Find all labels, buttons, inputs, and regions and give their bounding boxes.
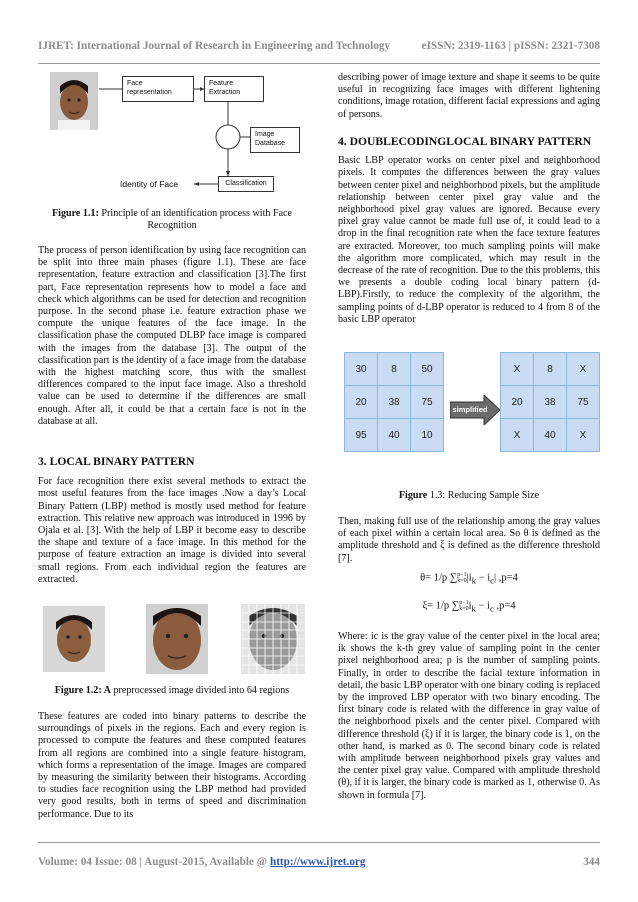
section-4-heading: 4. DOUBLECODINGLOCAL BINARY PATTERN xyxy=(338,135,592,148)
flow-arrows xyxy=(38,72,306,200)
body-paragraph-2: These features are coded into binary patterns to describe the surroundings of pixels in the regions. Each and every region is processed to compute the features and these computed features from all regions are combined into a single feature histogram, which forms a representation of the image. Images are compared by measuring the similarity between their histograms. According to studies face recognition using the LBP method had provided very good results, both in terms of speed and discrimination performance. Due to its xyxy=(38,711,306,820)
running-footer xyxy=(38,856,600,868)
equation-xi: ξ= 1/p ∑p−1 $k=0i_k - i_c$ ,p=4 xyxy=(422,600,516,614)
issn: eISSN: 2319-1163 | pISSN: 2321-7308 xyxy=(421,40,600,52)
simplified-grid: X 8 X 20 38 75 X 40 X xyxy=(500,352,600,452)
identity-of-face-label: Identity of Face xyxy=(120,179,179,189)
figure-1-1-caption: Figure 1.1: Principle of an identification process with Face Recognition xyxy=(51,208,293,232)
section-3-heading: 3. LOCAL BINARY PATTERN xyxy=(38,455,195,468)
figure-1-3-caption: Figure 1.3: Reducing Sample Size xyxy=(398,490,540,501)
face-image-small xyxy=(43,606,105,672)
simplified-label: simplified xyxy=(452,405,488,414)
section-3-paragraph: For face recognition there exist several methods to extract the most useful features from the face images .Now a day’s Local Binary Pattern (LBP) method is mostly used method for feature extraction. This relative new approach was introduced in 1996 by Ojala et al. [3]. With the help of LBP it become easy to describe the shape and texture of a face image. In this method for the purpose of feature extraction an image is divided into several small regions. From each individual region the features are extracted. xyxy=(38,476,306,585)
footer-rule xyxy=(38,842,600,843)
section-4 xyxy=(338,136,600,326)
image-database-box: Image Database xyxy=(250,127,300,153)
volume-info: Volume: 04 Issue: 08 | August-2015, Available @ http://www.ijret.org xyxy=(38,856,366,868)
section-4-paragraph: Basic LBP operator works on center pixel and neighborhood pixels. It computes the differences between the gray values between center pixel and neighborhood pixels, but the amplitude relationship between center pixel gray value and the neighborhood pixel gray values are ignored. Because every pixel gray value cannot be made full use of, it could lead to a drop in the final recognition rate when the face texture features are extracted. Moreover, too much sampling points will make the algorithm more complicated, which may result in the decrease of the rate of recognition. Due to the this problems, this we presents a double coding local binary pattern (d-LBP).Firstly, to reduce the complexity of the algorithm, the sampling points of d-LBP operator is reduced to 4 from 8 of the basic LBP operator xyxy=(338,155,600,325)
face-image-cropped xyxy=(146,604,208,674)
feature-extraction-box: Feature Extraction xyxy=(204,76,264,102)
figure-1-2-caption: Figure 1.2: A preprocessed image divided into 64 regions xyxy=(54,685,290,696)
journal-link[interactable]: http://www.ijret.org xyxy=(269,856,366,868)
header-rule xyxy=(38,63,600,64)
comparison-node xyxy=(216,125,240,149)
body-paragraph-5: Where: ic is the gray value of the center pixel in the local area; ik shows the k-th grey value of sampling point in the center pixel neighborhood area; p is the number of sampling points. Finally, in order to describe the facial texture information in detail, the basic LBP operator with one binary coding is replaced by the improved LBP operator with two binary encoding. The first binary code is related with the difference in gray value of the neighborhood pixels and the center pixel. Compared with difference threshold (ξ) if it is larger, the binary code is 1, on the other hand, is marked as 0. The second binary code is related with amplitude between neighborhood pixels gray values and the center pixel gray value. Compared with amplitude threshold (θ), if it is larger, the binary code is marked as 1, otherwise 0. As shown in formula [7]. xyxy=(338,631,600,801)
running-header xyxy=(38,40,600,52)
figure-1-3 xyxy=(338,350,600,478)
body-paragraph-3: describing power of image texture and shape it seems to be quite useful in recognizing face images with different lightening conditions, image rotation, different facial expressions and aging of persons. xyxy=(338,72,600,120)
section-3 xyxy=(38,456,306,586)
original-grid: 30 8 50 20 38 75 95 40 10 xyxy=(344,352,444,452)
body-paragraph-4: Then, making full use of the relationship among the gray values of each pixel within a certain local area. So θ is defined as the amplitude threshold and ξ is defined as the difference threshold [7]. xyxy=(338,516,600,564)
figure-1-1 xyxy=(38,72,306,200)
figure-1-2 xyxy=(38,602,306,674)
journal-title: IJRET: International Journal of Research in Engineering and Technology xyxy=(38,40,391,52)
face-representation-box: Face representation xyxy=(122,76,194,102)
classification-box: Classification xyxy=(218,176,274,192)
page-number: 344 xyxy=(583,856,600,868)
body-paragraph-1: The process of person identification by using face recognition can be split into three main phases (figure 1.1). These are face representation, feature extraction and classification [3].The first part, Face representation represents how to model a face and check which algorithms can be used for detection and recognition purpose. In the second phase i.e. feature extraction phase we compute the unique features of the face image. In the classification phase the computed DLBP face image is compared with the images from the database [3]. The output of the classification part is the identity of a face image from the database with the highest matching score, thus with the smallest differences compared to the input face image. Also a threshold value can be used to determine if the differences are small enough. After all, it could be that a certain face is not in the database at all. xyxy=(38,245,306,427)
equation-theta: θ= 1/p ∑p−1 $k=0|i_k - i_c|$ ,p=4 xyxy=(420,572,518,586)
face-image-grid xyxy=(241,604,305,674)
